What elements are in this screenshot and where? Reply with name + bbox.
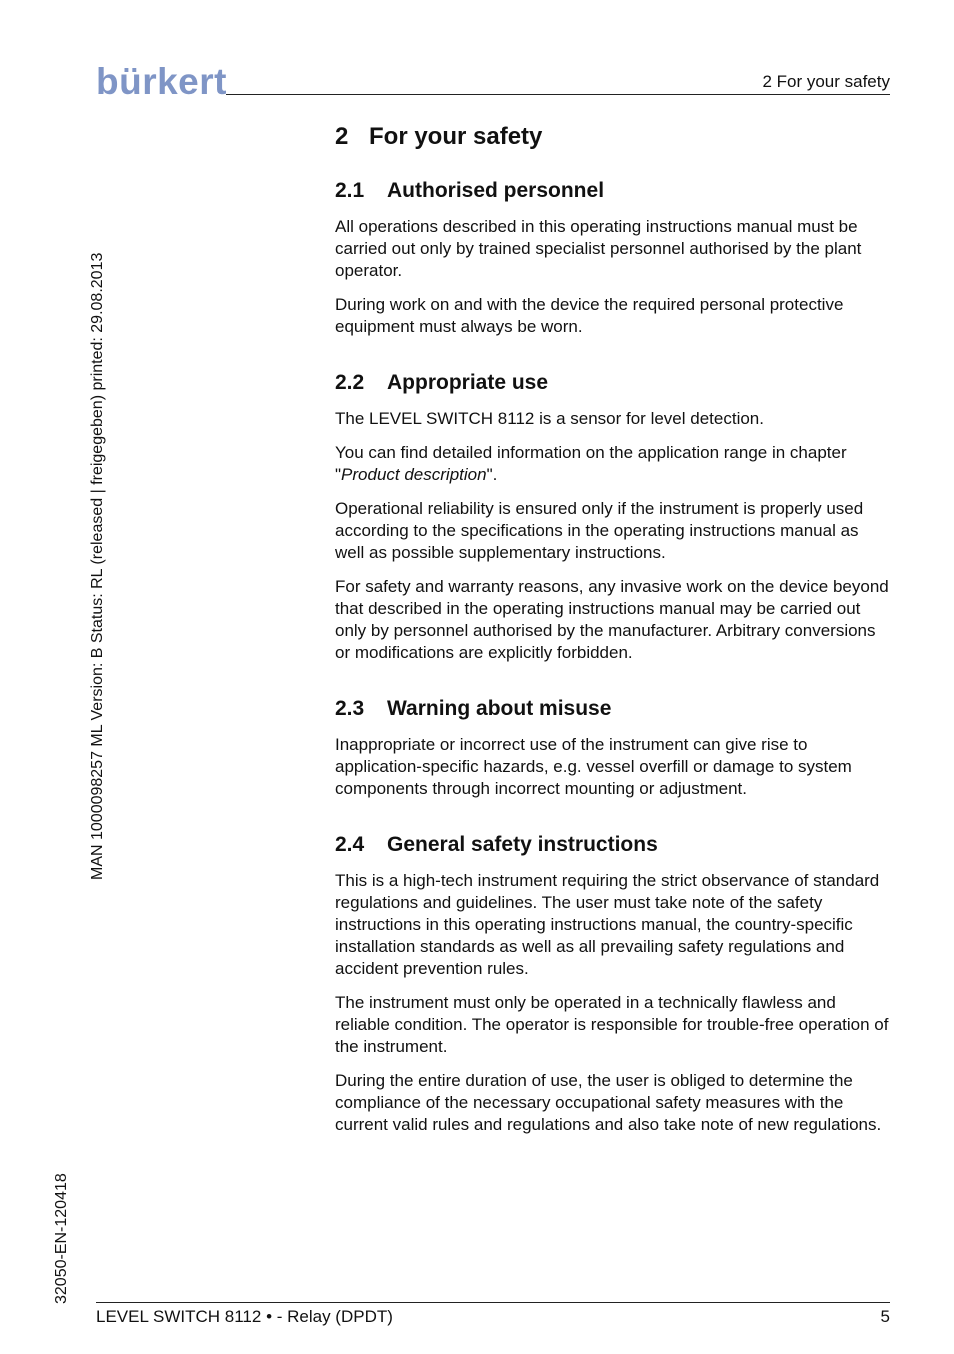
paragraph [335,442,891,486]
paragraph: This is a high-tech instrument requiring the strict observance of standard regulations and guidelines. The user must take note of the safety instructions in this operating instructions manual, the country-specific installation standards as well as all prevailing safety regulations and accident prevention rules. [335,871,880,978]
chapter-heading [335,120,891,154]
section-title: Authorised personnel [387,179,605,202]
main-content [335,120,891,1148]
section-heading [335,368,891,398]
paragraph: Inappropriate or incorrect use of the instrument can give rise to application-specific hazards, e.g. vessel overfill or damage to system components through incorrect mounting or adjustment. [335,735,852,798]
paragraph: Operational reliability is ensured only if the instrument is properly used according to the specifications in the operating instructions manual as well as possible supplementary instructions. [335,499,864,562]
paragraph: During the entire duration of use, the user is obliged to determine the compliance of the necessary occupational safety measures with the current valid rules and regulations and also take note of new regulations. [335,1071,882,1134]
footer-rule [96,1302,890,1303]
paragraph: The instrument must only be operated in a technically flawless and reliable condition. The operator is responsible for trouble-free operation of the instrument. [335,993,889,1056]
section-appropriate-use [335,368,891,664]
header-rule [226,94,890,95]
paragraph: All operations described in this operating instructions manual must be carried out only by trained specialist personnel authorised by the plant operator. [335,217,862,280]
paragraph: For safety and warranty reasons, any invasive work on the device beyond that described in the operating instructions manual may be carried out only by personnel authorised by the manufacturer. Arbitrary conversions or modifications are explicitly forbidden. [335,577,889,662]
section-general-safety [335,830,891,1136]
section-authorised-personnel [335,176,891,338]
section-heading [335,694,891,724]
paragraph: The LEVEL SWITCH 8112 is a sensor for level detection. [335,409,764,428]
document-info-vertical: MAN 1000098257 ML Version: B Status: RL (released | freigegeben) printed: 29.08.2013 [89,252,106,880]
burkert-logo: bürkert [96,61,227,102]
section-warning-misuse [335,694,891,800]
section-heading [335,176,891,206]
chapter-title: For your safety [369,123,543,150]
document-code-vertical: 32050-EN-120418 [53,1173,70,1304]
section-heading [335,830,891,860]
section-number: 2.3 [335,697,365,720]
paragraph-text: You can find detailed information on the application range in chapter " [335,443,847,484]
paragraph-text: ". [486,465,498,484]
section-title: Appropriate use [387,371,549,394]
footer-product-name: LEVEL SWITCH 8112 • - Relay (DPDT) [96,1307,393,1326]
chapter-reference: Product description [341,465,487,484]
section-title: General safety instructions [387,833,658,856]
running-title: 2 For your safety [762,72,890,91]
page-number: 5 [880,1307,890,1326]
section-number: 2.2 [335,371,365,394]
section-number: 2.1 [335,179,365,202]
section-title: Warning about misuse [387,697,612,720]
section-number: 2.4 [335,833,365,856]
paragraph: During work on and with the device the required personal protective equipment must always be worn. [335,295,844,336]
chapter-number: 2 [335,123,349,150]
